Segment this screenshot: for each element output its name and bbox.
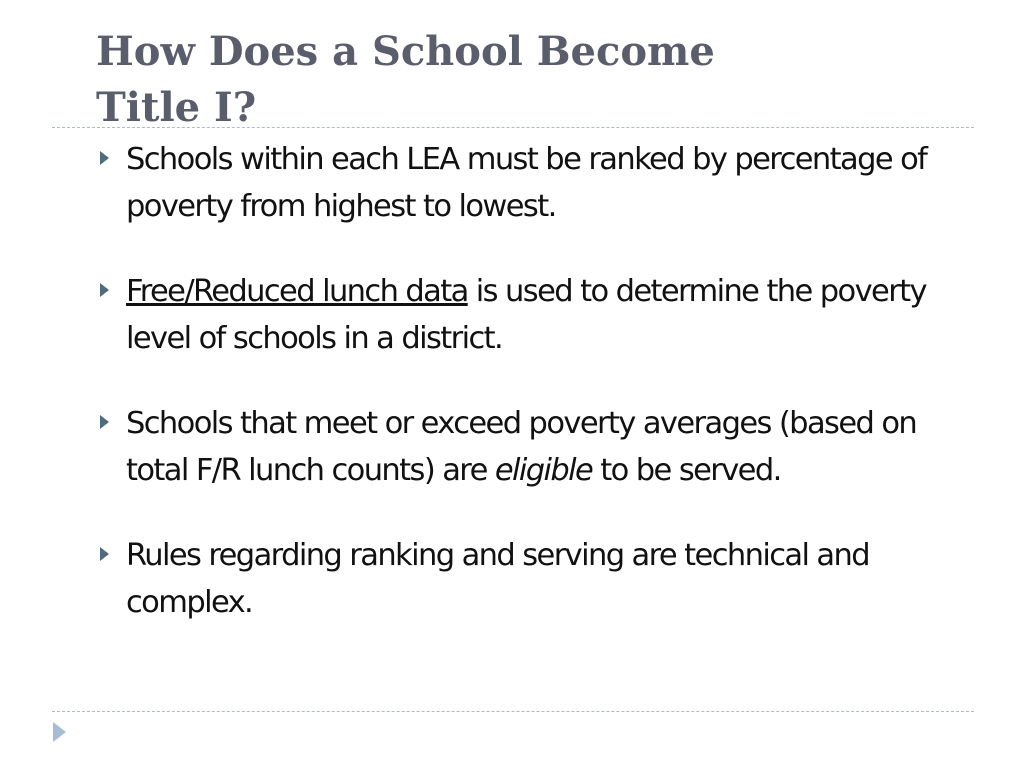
title-line-1: How Does a School Become [96,28,715,75]
footer-divider [52,711,974,712]
bullet-item-rules [0,532,1024,626]
eligible-emphasis: eligible [494,453,593,488]
bullet-item-eligibility [0,400,1024,494]
triangle-right-icon [100,283,109,297]
title-line-2: Title I? [96,84,257,131]
bullet-text-before: Schools that meet or exceed poverty averages (based on total F/R lunch counts) are [126,406,917,488]
title-divider [52,127,974,128]
bullet-text: Rules regarding ranking and serving are technical and complex. [126,538,870,620]
triangle-right-icon [100,151,109,165]
triangle-right-icon [100,415,109,429]
bullet-text-after: is used to determine the poverty level of schools in a district. [126,274,926,356]
triangle-right-icon [100,547,109,561]
bullet-list [0,136,1024,626]
bullet-item-ranking [0,136,1024,230]
bullet-text [126,274,926,356]
play-arrow-icon[interactable] [53,722,66,742]
slide-title [96,24,956,136]
bullet-text: Schools within each LEA must be ranked by percentage of poverty from highest to lowest. [126,142,927,224]
bullet-text [126,406,916,488]
free-reduced-lunch-link[interactable]: Free/Reduced lunch data [126,274,468,309]
bullet-item-lunch-data [0,268,1024,362]
bullet-text-after: to be served. [592,453,781,488]
